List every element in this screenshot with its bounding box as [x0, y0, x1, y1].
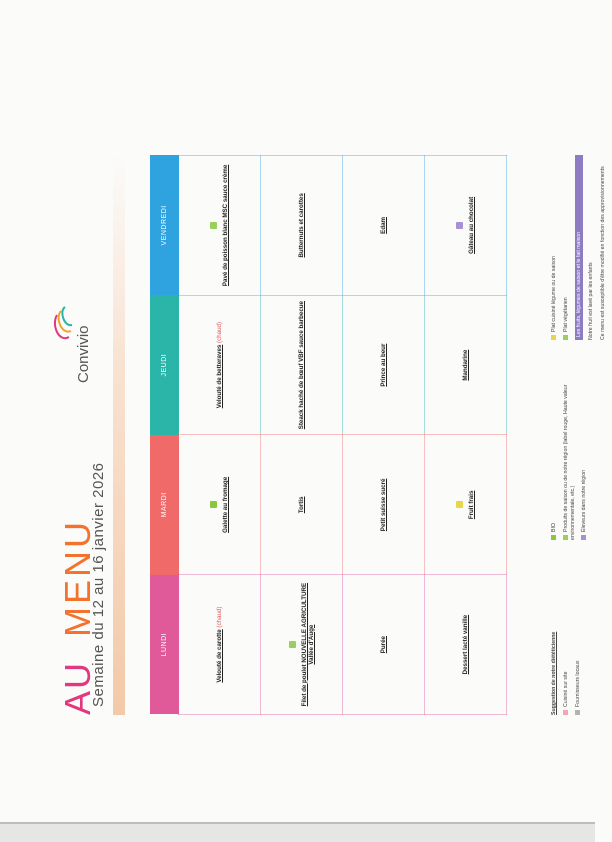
table-row	[343, 156, 425, 715]
menu-cell	[261, 295, 343, 435]
table-row	[179, 156, 261, 715]
square-pink-icon	[563, 710, 568, 715]
fish-icon	[456, 222, 463, 229]
day-header-vendredi: VENDREDI	[150, 156, 179, 296]
bio-icon	[551, 535, 556, 540]
day-header-jeudi: JEUDI	[150, 295, 179, 435]
menu-body	[179, 156, 507, 715]
dish-name: Velouté de betteraves	[216, 344, 223, 409]
menu-cell	[179, 156, 261, 296]
legend-item: Fournisseurs locaux	[575, 550, 582, 715]
farmer-icon	[581, 535, 586, 540]
legend-item: Éleveurs dans notre région	[581, 350, 588, 540]
menu-cell	[261, 575, 343, 715]
dish-name: Dessert lacté vanille	[462, 614, 469, 675]
table-row	[425, 156, 507, 715]
legend-title: Suggestion de notre diététicienne	[551, 631, 557, 715]
legend	[551, 155, 611, 715]
menu-cell	[261, 156, 343, 296]
day-header-lundi: LUNDI	[150, 575, 179, 715]
menu-cell	[343, 156, 425, 296]
title-block	[57, 155, 117, 715]
dish-name: Mandarine	[462, 349, 469, 381]
menu-cell	[425, 435, 507, 575]
title-au: AU	[57, 660, 98, 715]
dish-name: Petit suisse sucré	[380, 478, 387, 532]
season-icon	[563, 535, 568, 540]
scan-line	[0, 822, 595, 824]
dish-name: Fruit frais	[468, 490, 475, 520]
convivio-logo	[57, 283, 107, 383]
veggie-icon	[563, 335, 568, 340]
hve-icon	[289, 641, 296, 648]
local-icon	[551, 335, 556, 340]
dish-name: Tortis	[298, 496, 305, 514]
legend-note: Notre fruit est lavé par les enfants	[588, 262, 595, 340]
legend-purple-banner: Les fruits, légumes de saison et le fait maison	[575, 155, 584, 340]
dish-name: Velouté de carotte	[216, 629, 223, 683]
legend-item: Cuisiné sur site	[563, 550, 570, 715]
bio-icon	[210, 501, 217, 508]
menu-document	[55, 155, 606, 715]
day-header-mardi: MARDI	[150, 435, 179, 575]
legend-item: Produits de saison ou de notre région (label rouge, Haute valeur environnementale, etc.)	[562, 384, 576, 540]
menu-cell	[179, 295, 261, 435]
menu-cell	[425, 575, 507, 715]
logo-swirl-icon	[51, 285, 73, 345]
table-row	[261, 156, 343, 715]
menu-cell	[343, 575, 425, 715]
legend-item: Plat végétarien	[563, 155, 570, 340]
dish-tag: (chaud)	[216, 321, 223, 343]
dish-name: Filet de poulet NOUVELLE AGRICULTURE Vallée d'Auge	[300, 582, 315, 707]
menu-cell	[261, 435, 343, 575]
title-menu: MENU	[57, 519, 98, 637]
dish-name: Purée	[380, 636, 387, 654]
day-header-row	[150, 156, 179, 715]
dish-name: Gâteau au chocolat	[468, 196, 475, 254]
menu-cell	[179, 575, 261, 715]
dish-name: Pavé de poisson blanc MSC sauce crème	[222, 164, 229, 287]
legend-item: BIO	[551, 350, 558, 540]
menu-table	[150, 155, 507, 715]
dish-name: Butternuts et carottes	[298, 193, 305, 258]
week-subtitle: Semaine du 12 au 16 janvier 2026	[90, 462, 107, 707]
square-grey-icon	[575, 710, 580, 715]
dish-name: Prince au beur	[380, 343, 387, 387]
loc-icon	[456, 501, 463, 508]
menu-cell	[343, 295, 425, 435]
legend-note: Ce menu est susceptible d'être modifié en fonction des approvisionnements	[600, 166, 606, 340]
dish-name: Steack haché de bœuf VBF sauce barbecue	[298, 301, 305, 430]
menu-cell	[425, 156, 507, 296]
menu-cell	[343, 435, 425, 575]
logo-text: Convivio	[75, 325, 92, 383]
dish-tag: (chaud)	[216, 606, 223, 628]
dish-name: Edam	[380, 216, 387, 234]
hve-icon	[210, 222, 217, 229]
menu-cell	[179, 435, 261, 575]
dish-name: Galette au fromage	[222, 476, 229, 533]
legend-item: Plat cuisiné légume ou de saison	[551, 155, 558, 340]
scan-bottom-edge	[0, 822, 595, 842]
menu-cell	[425, 295, 507, 435]
